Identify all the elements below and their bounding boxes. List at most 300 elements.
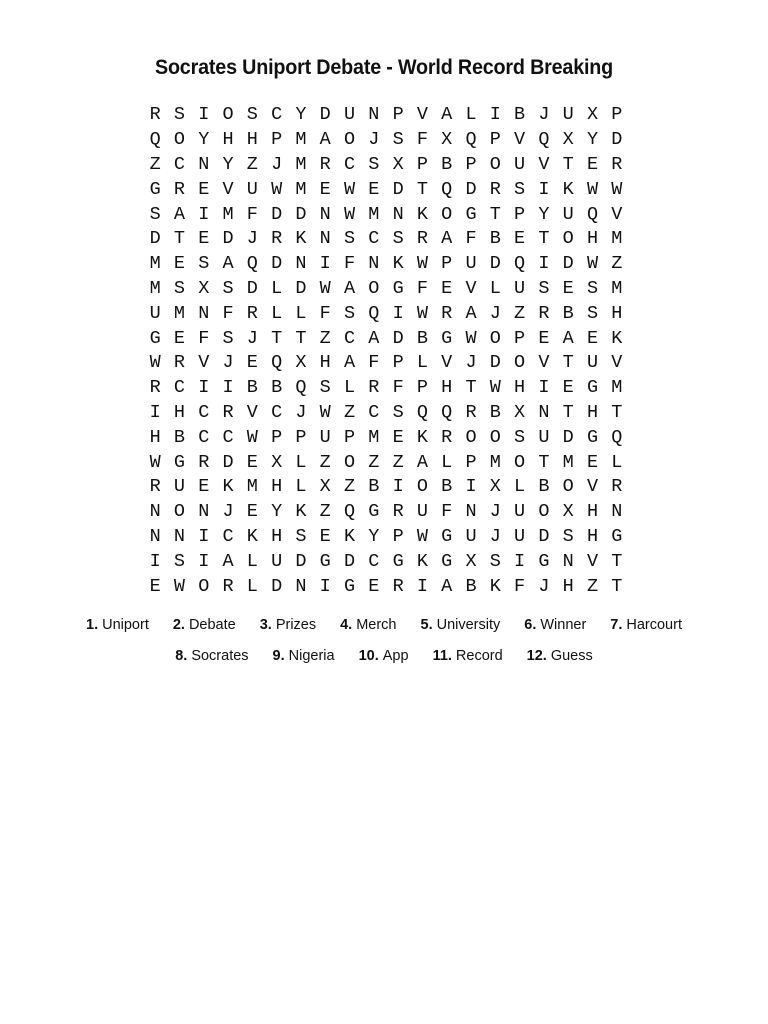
- grid-letter: M: [368, 426, 380, 448]
- grid-letter: W: [489, 377, 501, 399]
- grid-letter: Y: [368, 525, 380, 547]
- word-text: Nigeria: [288, 648, 335, 664]
- grid-letter: S: [173, 277, 185, 299]
- grid-letter: O: [173, 501, 185, 523]
- grid-letter: N: [392, 203, 404, 225]
- grid-letter: V: [586, 550, 599, 572]
- grid-letter: Q: [611, 426, 623, 448]
- grid-letter: G: [392, 550, 404, 572]
- grid-letter: S: [173, 550, 185, 572]
- grid-letter: O: [489, 153, 501, 175]
- grid-letter: C: [343, 153, 356, 175]
- grid-letter: Z: [246, 153, 258, 175]
- grid-letter: P: [392, 352, 404, 374]
- grid-letter: I: [198, 550, 210, 572]
- grid-letter: W: [416, 302, 428, 324]
- grid-letter: J: [295, 401, 307, 423]
- grid-letter: P: [489, 129, 501, 151]
- grid-letter: P: [611, 104, 623, 126]
- grid-letter: S: [149, 203, 161, 225]
- grid-letter: O: [416, 476, 428, 498]
- grid-letter: A: [368, 327, 380, 349]
- grid-letter: F: [343, 253, 356, 275]
- grid-letter: L: [611, 451, 623, 473]
- grid-row: [143, 425, 629, 450]
- grid-letter: R: [392, 575, 404, 597]
- grid-letter: S: [514, 178, 526, 200]
- grid-letter: T: [611, 575, 623, 597]
- grid-letter: U: [514, 277, 526, 299]
- grid-letter: N: [198, 501, 210, 523]
- grid-letter: I: [489, 104, 501, 126]
- grid-row: [143, 549, 629, 574]
- grid-letter: M: [295, 178, 307, 200]
- grid-letter: H: [562, 575, 574, 597]
- word-list-item: [524, 617, 586, 633]
- grid-letter: K: [416, 426, 428, 448]
- grid-letter: F: [392, 377, 404, 399]
- grid-letter: G: [392, 277, 404, 299]
- grid-letter: D: [489, 253, 501, 275]
- grid-letter: R: [441, 302, 453, 324]
- grid-letter: O: [538, 501, 550, 523]
- grid-letter: D: [271, 203, 283, 225]
- word-list-item: [340, 617, 396, 633]
- grid-letter: R: [441, 426, 453, 448]
- grid-letter: W: [149, 352, 161, 374]
- grid-letter: S: [222, 277, 234, 299]
- grid-letter: W: [343, 203, 356, 225]
- grid-row: [143, 475, 629, 500]
- grid-letter: I: [392, 302, 404, 324]
- word-list-row-2: [0, 648, 768, 664]
- word-text: Prizes: [275, 617, 317, 633]
- grid-letter: E: [586, 327, 599, 349]
- grid-letter: M: [489, 451, 501, 473]
- grid-letter: I: [392, 476, 404, 498]
- grid-letter: D: [611, 129, 623, 151]
- grid-letter: F: [246, 203, 258, 225]
- grid-letter: V: [222, 178, 234, 200]
- grid-letter: I: [198, 104, 210, 126]
- grid-letter: E: [319, 178, 331, 200]
- grid-letter: Q: [416, 401, 428, 423]
- grid-letter: K: [222, 476, 234, 498]
- grid-letter: Z: [368, 451, 380, 473]
- grid-letter: H: [319, 352, 331, 374]
- grid-letter: G: [149, 327, 161, 349]
- grid-letter: F: [416, 277, 428, 299]
- grid-letter: I: [198, 203, 210, 225]
- grid-letter: W: [611, 178, 623, 200]
- grid-row: [143, 500, 629, 525]
- grid-letter: Q: [295, 377, 307, 399]
- puzzle-title: Socrates Uniport Debate - World Record Breaking: [154, 56, 614, 79]
- grid-letter: D: [295, 277, 307, 299]
- grid-letter: T: [611, 401, 623, 423]
- grid-letter: L: [416, 352, 428, 374]
- grid-letter: E: [392, 426, 404, 448]
- grid-letter: R: [392, 501, 404, 523]
- grid-letter: J: [246, 327, 258, 349]
- word-text: Debate: [188, 617, 236, 633]
- word-text: Winner: [540, 617, 587, 633]
- grid-letter: W: [416, 253, 428, 275]
- grid-letter: Y: [586, 129, 599, 151]
- grid-letter: J: [368, 129, 380, 151]
- grid-letter: I: [198, 525, 210, 547]
- grid-letter: L: [514, 476, 526, 498]
- grid-letter: R: [173, 352, 185, 374]
- grid-letter: B: [173, 426, 185, 448]
- grid-letter: G: [586, 426, 599, 448]
- grid-letter: C: [368, 550, 380, 572]
- grid-letter: S: [368, 153, 380, 175]
- grid-letter: X: [441, 129, 453, 151]
- word-number: 1.: [86, 617, 99, 633]
- word-text: Record: [455, 648, 503, 664]
- grid-letter: O: [514, 451, 526, 473]
- grid-letter: D: [271, 253, 283, 275]
- grid-letter: L: [295, 302, 307, 324]
- grid-letter: A: [441, 104, 453, 126]
- grid-letter: J: [489, 525, 501, 547]
- grid-letter: E: [368, 575, 380, 597]
- grid-letter: F: [319, 302, 331, 324]
- grid-letter: X: [562, 129, 574, 151]
- grid-letter: Z: [319, 501, 331, 523]
- grid-letter: S: [198, 253, 210, 275]
- word-number: 12.: [526, 648, 547, 664]
- grid-letter: F: [465, 228, 477, 250]
- grid-letter: S: [392, 401, 404, 423]
- word-number: 10.: [358, 648, 379, 664]
- grid-letter: L: [246, 550, 258, 572]
- grid-letter: Z: [392, 451, 404, 473]
- grid-letter: L: [295, 476, 307, 498]
- grid-letter: K: [611, 327, 623, 349]
- grid-letter: D: [319, 104, 331, 126]
- grid-letter: J: [246, 228, 258, 250]
- grid-row: [143, 450, 629, 475]
- grid-letter: H: [222, 129, 234, 151]
- grid-letter: R: [149, 104, 161, 126]
- grid-letter: P: [295, 426, 307, 448]
- grid-letter: K: [562, 178, 574, 200]
- grid-letter: L: [441, 451, 453, 473]
- grid-letter: X: [319, 476, 331, 498]
- word-text: Harcourt: [626, 617, 682, 633]
- grid-letter: K: [295, 501, 307, 523]
- grid-letter: S: [343, 228, 356, 250]
- word-search-grid: [143, 103, 629, 599]
- word-number: 8.: [175, 648, 188, 664]
- grid-letter: Q: [441, 178, 453, 200]
- word-text: App: [382, 648, 409, 664]
- grid-letter: C: [271, 104, 283, 126]
- grid-letter: B: [489, 228, 501, 250]
- grid-letter: X: [514, 401, 526, 423]
- grid-letter: P: [441, 253, 453, 275]
- grid-letter: Q: [514, 253, 526, 275]
- grid-letter: Y: [271, 501, 283, 523]
- grid-letter: H: [149, 426, 161, 448]
- grid-letter: L: [271, 277, 283, 299]
- word-number: 4.: [340, 617, 353, 633]
- grid-letter: E: [246, 352, 258, 374]
- grid-letter: N: [368, 104, 380, 126]
- grid-letter: L: [246, 575, 258, 597]
- grid-letter: U: [514, 501, 526, 523]
- grid-letter: O: [368, 277, 380, 299]
- grid-letter: N: [562, 550, 574, 572]
- grid-letter: X: [271, 451, 283, 473]
- grid-letter: E: [198, 228, 210, 250]
- grid-letter: O: [562, 476, 574, 498]
- grid-letter: O: [514, 352, 526, 374]
- grid-letter: E: [538, 327, 550, 349]
- grid-letter: K: [489, 575, 501, 597]
- grid-letter: R: [271, 228, 283, 250]
- grid-letter: R: [611, 153, 623, 175]
- grid-letter: R: [246, 302, 258, 324]
- grid-letter: G: [319, 550, 331, 572]
- grid-letter: N: [319, 203, 331, 225]
- grid-letter: V: [198, 352, 210, 374]
- grid-letter: P: [392, 104, 404, 126]
- grid-letter: Q: [271, 352, 283, 374]
- grid-letter: Q: [246, 253, 258, 275]
- grid-letter: W: [149, 451, 161, 473]
- grid-letter: C: [368, 228, 380, 250]
- grid-letter: N: [538, 401, 550, 423]
- grid-letter: F: [368, 352, 380, 374]
- grid-letter: A: [441, 228, 453, 250]
- grid-row: [143, 177, 629, 202]
- grid-letter: A: [441, 575, 453, 597]
- grid-letter: B: [562, 302, 574, 324]
- grid-letter: H: [173, 401, 185, 423]
- grid-letter: I: [538, 377, 550, 399]
- word-number: 7.: [610, 617, 623, 633]
- grid-letter: P: [465, 451, 477, 473]
- grid-letter: F: [441, 501, 453, 523]
- grid-letter: D: [295, 203, 307, 225]
- grid-letter: N: [295, 253, 307, 275]
- grid-letter: X: [465, 550, 477, 572]
- grid-row: [143, 376, 629, 401]
- grid-letter: T: [416, 178, 428, 200]
- grid-letter: N: [198, 302, 210, 324]
- grid-letter: M: [222, 203, 234, 225]
- grid-letter: V: [465, 277, 477, 299]
- grid-letter: E: [562, 377, 574, 399]
- grid-letter: D: [562, 426, 574, 448]
- grid-letter: J: [222, 352, 234, 374]
- grid-letter: S: [514, 426, 526, 448]
- grid-letter: V: [514, 129, 526, 151]
- grid-letter: Z: [319, 327, 331, 349]
- grid-letter: F: [416, 129, 428, 151]
- grid-letter: G: [465, 203, 477, 225]
- grid-letter: E: [368, 178, 380, 200]
- grid-letter: D: [295, 550, 307, 572]
- grid-letter: A: [222, 550, 234, 572]
- grid-letter: N: [149, 501, 161, 523]
- grid-letter: S: [562, 525, 574, 547]
- grid-letter: C: [173, 377, 185, 399]
- grid-letter: G: [149, 178, 161, 200]
- word-text: Guess: [550, 648, 593, 664]
- grid-letter: F: [198, 327, 210, 349]
- grid-letter: G: [441, 550, 453, 572]
- grid-letter: C: [222, 426, 234, 448]
- grid-letter: E: [319, 525, 331, 547]
- grid-letter: E: [173, 327, 185, 349]
- grid-letter: S: [295, 525, 307, 547]
- word-text: Uniport: [102, 617, 149, 633]
- grid-letter: N: [368, 253, 380, 275]
- grid-letter: H: [441, 377, 453, 399]
- grid-letter: Z: [611, 253, 623, 275]
- grid-letter: X: [392, 153, 404, 175]
- grid-letter: H: [611, 302, 623, 324]
- grid-letter: O: [222, 104, 234, 126]
- grid-letter: D: [392, 178, 404, 200]
- grid-letter: R: [368, 377, 380, 399]
- grid-letter: I: [416, 575, 428, 597]
- grid-letter: P: [392, 525, 404, 547]
- word-list-item: [86, 617, 149, 633]
- grid-letter: B: [368, 476, 380, 498]
- grid-letter: A: [416, 451, 428, 473]
- grid-letter: C: [368, 401, 380, 423]
- grid-letter: U: [319, 426, 331, 448]
- grid-letter: M: [295, 153, 307, 175]
- grid-letter: M: [611, 377, 623, 399]
- grid-letter: W: [319, 401, 331, 423]
- grid-letter: T: [489, 203, 501, 225]
- grid-letter: Z: [514, 302, 526, 324]
- grid-letter: J: [489, 302, 501, 324]
- grid-letter: H: [271, 476, 283, 498]
- grid-letter: B: [441, 476, 453, 498]
- grid-letter: K: [343, 525, 356, 547]
- grid-letter: D: [222, 451, 234, 473]
- word-text: Merch: [356, 617, 397, 633]
- grid-letter: T: [173, 228, 185, 250]
- grid-row: [143, 277, 629, 302]
- grid-letter: E: [198, 178, 210, 200]
- grid-letter: D: [538, 525, 550, 547]
- grid-letter: U: [416, 501, 428, 523]
- grid-letter: P: [416, 377, 428, 399]
- grid-letter: U: [149, 302, 161, 324]
- grid-letter: N: [149, 525, 161, 547]
- grid-letter: S: [489, 550, 501, 572]
- grid-row: [143, 301, 629, 326]
- word-text: University: [436, 617, 501, 633]
- grid-letter: U: [465, 525, 477, 547]
- grid-letter: Z: [343, 401, 356, 423]
- grid-letter: A: [343, 277, 356, 299]
- word-list-item: [610, 617, 682, 633]
- grid-letter: W: [271, 178, 283, 200]
- grid-row: [143, 103, 629, 128]
- grid-row: [143, 252, 629, 277]
- grid-letter: R: [222, 575, 234, 597]
- grid-letter: X: [562, 501, 574, 523]
- grid-letter: T: [562, 153, 574, 175]
- grid-letter: V: [611, 352, 623, 374]
- grid-letter: H: [586, 228, 599, 250]
- word-number: 2.: [172, 617, 185, 633]
- grid-letter: C: [198, 401, 210, 423]
- grid-letter: D: [343, 550, 356, 572]
- grid-letter: O: [441, 203, 453, 225]
- grid-letter: G: [586, 377, 599, 399]
- grid-letter: I: [514, 550, 526, 572]
- grid-letter: V: [586, 476, 599, 498]
- grid-letter: D: [562, 253, 574, 275]
- grid-letter: Y: [222, 153, 234, 175]
- grid-row: [143, 153, 629, 178]
- grid-letter: E: [149, 575, 161, 597]
- grid-letter: N: [295, 575, 307, 597]
- grid-letter: X: [586, 104, 599, 126]
- grid-letter: S: [538, 277, 550, 299]
- grid-letter: X: [489, 476, 501, 498]
- grid-letter: T: [538, 451, 550, 473]
- grid-letter: W: [416, 525, 428, 547]
- grid-letter: P: [416, 153, 428, 175]
- grid-letter: P: [465, 153, 477, 175]
- grid-letter: U: [246, 178, 258, 200]
- grid-letter: A: [465, 302, 477, 324]
- word-list-item: [260, 617, 316, 633]
- grid-letter: H: [271, 525, 283, 547]
- grid-letter: S: [343, 302, 356, 324]
- grid-letter: D: [489, 352, 501, 374]
- grid-letter: P: [271, 129, 283, 151]
- grid-letter: G: [173, 451, 185, 473]
- grid-row: [143, 525, 629, 550]
- grid-letter: I: [149, 550, 161, 572]
- grid-letter: Y: [538, 203, 550, 225]
- grid-letter: J: [538, 104, 550, 126]
- grid-letter: U: [562, 203, 574, 225]
- grid-letter: S: [392, 228, 404, 250]
- grid-letter: A: [222, 253, 234, 275]
- grid-letter: B: [489, 401, 501, 423]
- grid-letter: Q: [441, 401, 453, 423]
- grid-letter: H: [586, 501, 599, 523]
- grid-letter: M: [611, 277, 623, 299]
- grid-letter: S: [586, 302, 599, 324]
- grid-letter: W: [246, 426, 258, 448]
- grid-letter: I: [465, 476, 477, 498]
- word-list-row-1: [0, 617, 768, 633]
- grid-letter: O: [465, 426, 477, 448]
- grid-letter: U: [538, 426, 550, 448]
- grid-letter: T: [271, 327, 283, 349]
- grid-letter: W: [343, 178, 356, 200]
- grid-letter: Q: [538, 129, 550, 151]
- grid-letter: I: [538, 253, 550, 275]
- grid-letter: G: [611, 525, 623, 547]
- grid-row: [143, 401, 629, 426]
- grid-letter: G: [538, 550, 550, 572]
